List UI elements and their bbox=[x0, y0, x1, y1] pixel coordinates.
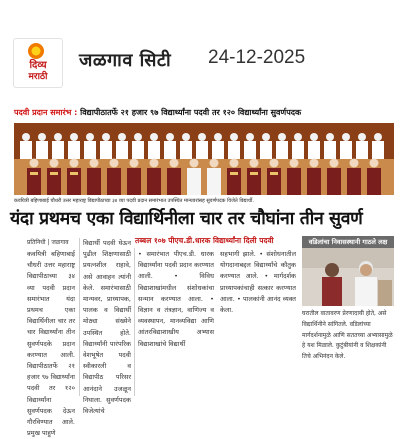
strap-text: विद्यापीठातर्फे २१ हजार ९७ विद्यार्थ्यांना पदवी तर १२० विद्यार्थ्यांना सुवर्णपदक bbox=[77, 108, 302, 117]
edition-name: जळगाव सिटी bbox=[79, 50, 172, 71]
sidebar-photo-illustration bbox=[302, 248, 394, 306]
article-column-2: विद्यार्थी पदवी घेऊन पुढील शिक्षणासाठी प्रयत्नशील राहावे, असे आवाहन त्यांनी केले. समारंभासाठी मान्यवर, प्राध्यापक, पालक व विद्यार्थी मोठ्या संख्येने उपस्थित होते. विद्यार्थ्यांनी पारंपरिक वेशभूषेत पदवी स्वीकारली व विद्यापीठ परिसर आनंदाने उजळून निघाला. सुवर्णपदक विजेत्यांचे bbox=[83, 239, 131, 416]
sidebar-title: वडिलांचा निवासस्थानी गाठले लक्ष bbox=[302, 236, 394, 248]
strap-label: पदवी प्रदान समारंभ : bbox=[14, 108, 78, 117]
article-column-1: कवयित्री बहिणाबाई चौधरी उत्तर महाराष्ट्र विद्यापीठाच्या ३४ व्या पदवी प्रदान समारंभात यंदा प्रथमच एका विद्यार्थिनीला चार तर चार विद्यार्थ्यांना तीन सुवर्णपदके प्रदान करण्यात आली. विद्यापीठातर्फे २१ हजार ९७ विद्यार्थ्यांना पदवी तर १२० विद्यार्थ्यांना सुवर्णपदक देऊन गौरविण्यात आले. प्रमुख पाहुणे bbox=[27, 250, 75, 438]
sidebar-photo bbox=[302, 248, 394, 306]
logo-text-line2: मराठी bbox=[28, 72, 48, 82]
article-column-3: • समारंभात पीएच.डी. धारक विद्यार्थ्यांना पदवी प्रदान करण्यात आली. • विविध विद्याशाखांमधील संशोधकांचा सन्मान करण्यात आला. • विज्ञान व तंत्रज्ञान, वाणिज्य व व्यवस्थापन, मानव्यविद्या आणि आंतरविद्याशाखीय अभ्यास विद्याशाखांचे विद्यार्थी bbox=[138, 250, 214, 348]
group-photo-illustration bbox=[14, 123, 394, 195]
sidebar-text: घरातील वातावरण प्रेरणादायी होते, असे विद्यार्थिनीने सांगितले. वडिलांच्या मार्गदर्शनामुळे आणि सततच्या अभ्यासामुळे हे यश मिळाले. कुटुंबीयांनी व शिक्षकांनी तिचे अभिनंदन केले. bbox=[302, 310, 393, 361]
edition-date: 24-12-2025 bbox=[208, 47, 306, 68]
main-headline: यंदा प्रथमच एका विद्यार्थिनीला चार तर चौघांना तीन सुवर्ण bbox=[10, 209, 363, 229]
strap-headline bbox=[14, 106, 394, 120]
group-photo bbox=[14, 123, 394, 195]
byline: प्रतिनिधी | जळगाव bbox=[27, 239, 69, 246]
article-column-4: सहभागी झाले. • संशोधनातील योगदानाबद्दल विद्यार्थ्यांचे कौतुक करण्यात आले. • मार्गदर्शक प्राध्यापकांचाही सत्कार करण्यात आला. • पालकांनी आनंद व्यक्त केला. bbox=[220, 250, 296, 315]
column-divider bbox=[134, 248, 135, 396]
sun-icon bbox=[28, 43, 44, 59]
column-divider bbox=[79, 238, 80, 396]
logo-text-line1: दिव्य bbox=[29, 60, 47, 71]
brand-logo bbox=[13, 38, 63, 88]
sub-headline: तब्बल १०७ पीएच.डी.धारक विद्यार्थ्यांना दिली पदवी bbox=[135, 236, 274, 245]
photo-caption: कवयित्री बहिणाबाई चौधरी उत्तर महाराष्ट्र विद्यापीठाच्या ३४ व्या पदवी प्रदान समारंभात उपस्थित मान्यवरांसह सुवर्णपदक विजेते विद्यार्थी. bbox=[14, 198, 254, 204]
